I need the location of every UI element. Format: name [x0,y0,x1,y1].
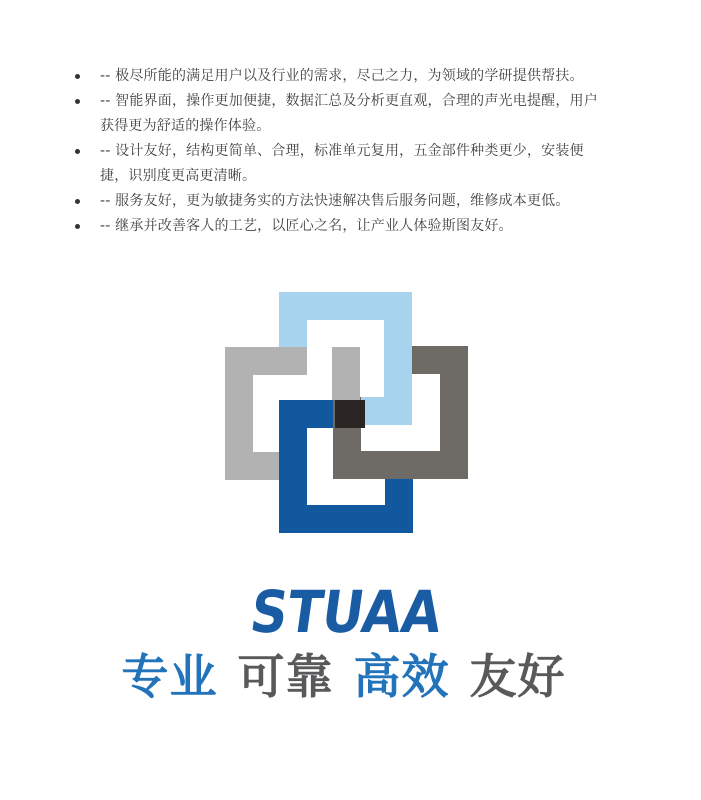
logo-overlap-square [335,400,365,428]
bullet-list [68,64,608,239]
slogan [0,650,694,705]
slogan-word: 专业 [121,650,218,705]
slogan-word: 友好 [469,650,566,705]
slogan-word: 可靠 [237,650,334,705]
brand-wordmark [0,578,701,646]
bullet-item: -- 极尽所能的满足用户以及行业的需求，尽己之力，为领域的学研提供帮扶。 [68,64,608,89]
bullet-item: -- 继承并改善客人的工艺，以匠心之名，让产业人体验斯图友好。 [68,214,608,239]
logo-top-square-bottom-bar-patch [361,397,412,425]
slogan-word: 高效 [353,650,450,705]
bullet-item: -- 智能界面，操作更加便捷，数据汇总及分析更直观，合理的声光电提醒，用户获得更为舒适的操作体验。 [68,89,608,139]
bullet-item: -- 设计友好，结构更简单、合理，标准单元复用，五金部件种类更少，安装便捷，识别度更高更清晰。 [68,139,608,189]
interlocked-squares-logo [225,292,468,533]
bullet-item: -- 服务友好，更为敏捷务实的方法快速解决售后服务问题，维修成本更低。 [68,189,608,214]
brand-wordmark-text: STUAA [246,578,447,646]
logo-left-square-column-patch [332,347,360,400]
